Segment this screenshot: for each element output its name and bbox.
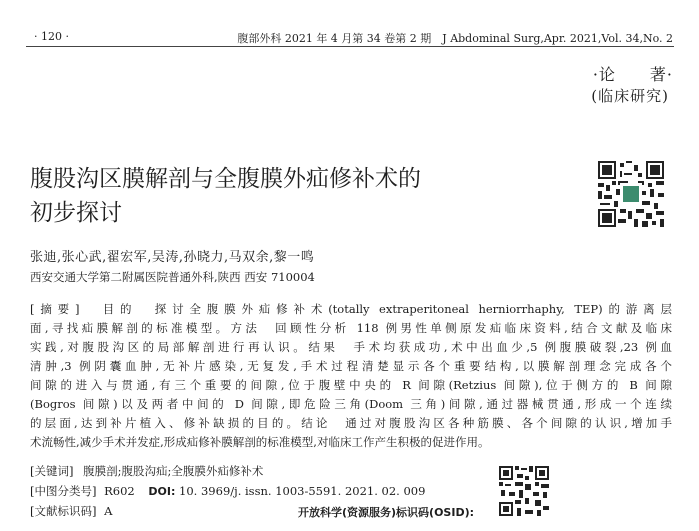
abstract-line: 术流畅性,减少手术并发症,形成疝修补膜解剖的标准模型,对临床工作产生积极的促进作用。 [30, 435, 490, 449]
clc-row [30, 483, 425, 499]
abstract [30, 300, 672, 452]
abstract-line: 实践,对腹股沟区的局部解剖进行再认识。结果 手术均获成功,术中出血少,5 例腹膜破裂,23 例血 [30, 340, 672, 354]
page-number: · 120 · [34, 30, 69, 43]
osid-qr-code-icon [499, 466, 549, 516]
doi-label: DOI: [148, 485, 176, 498]
clc-label: [中图分类号] [30, 484, 97, 498]
title-line-2: 初步探讨 [30, 200, 122, 226]
abstract-line: 面,寻找疝膜解剖的标准模型。方法 回顾性分析 118 例男性单侧原发疝临床资料,结合文献及临床 [30, 321, 672, 335]
clc-code: R602 [104, 484, 135, 498]
article-title [30, 162, 550, 230]
keywords-row [30, 463, 263, 479]
keywords-label: [关键词] [30, 464, 74, 478]
column-subtype: (临床研究) [591, 87, 669, 105]
abstract-line: [摘要] 目的 探讨全腹膜外疝修补术(totally extraperitoneal herniorrhaphy, TEP)的游离层 [30, 302, 672, 316]
header-rule [26, 46, 674, 47]
doc-code: A [104, 504, 113, 518]
journal-info: 腹部外科 2021 年 4 月第 34 卷第 2 期 J Abdominal Surg,Apr. 2021,Vol. 34,No. 2 [237, 32, 673, 45]
title-line-1: 腹股沟区膜解剖与全腹膜外疝修补术的 [30, 166, 421, 192]
abstract-line: 的层面,达到补片植入、修补缺损的目的。结论 通过对腹股沟区各种筋膜、各个间隙的认识,增加手 [30, 416, 672, 430]
authors: 张迪,张心武,翟宏军,吴涛,孙晓力,马双余,黎一鸣 [30, 250, 315, 265]
doc-code-label: [文献标识码] [30, 504, 97, 518]
abstract-line: (Bogros 间隙)以及两者中间的 D 间隙,即危险三角(Doom 三角)间隙,通过器械贯通,形成一个连续 [30, 397, 672, 411]
abstract-line: 清肿,3 例阴囊血肿,无补片感染,无复发,手术过程清楚显示各个重要结构,以膜解剖理念完成各个 [30, 359, 672, 373]
abstract-line: 间隙的进入与贯通,有三个重要的间隙,位于腹壁中央的 R 间隙(Retzius 间隙),位于侧方的 B 间隙 [30, 378, 672, 392]
osid-label: 开放科学(资源服务)标识码(OSID): [298, 506, 475, 519]
column-type: ·论 著· [592, 65, 673, 84]
affiliation: 西安交通大学第二附属医院普通外科,陕西 西安 710004 [30, 270, 315, 284]
keywords: 腹膜剖;腹股沟疝;全腹膜外疝修补术 [83, 464, 264, 478]
qr-code-icon [598, 161, 664, 227]
doc-code-row [30, 503, 112, 519]
doi: 10. 3969/j. issn. 1003-5591. 2021. 02. 009 [179, 484, 426, 498]
